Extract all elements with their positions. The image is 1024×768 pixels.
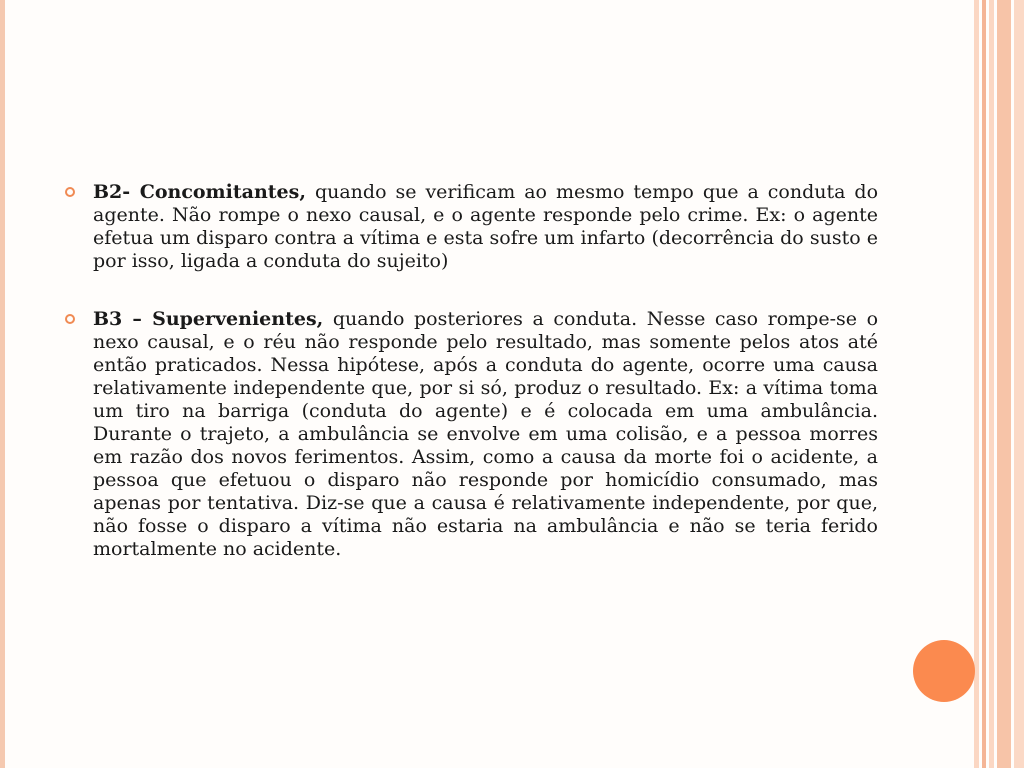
bullet-text: quando posteriores a conduta. Nesse caso rompe-se o nexo causal, e o réu não responde pelo resultado, mas somente pelos atos até então praticados. Nessa hipótese, após a conduta do agente, ocorre uma causa relativamente independente que, por si só, produz o resultado. Ex: a vítima toma um tiro na barriga (conduta do agente) e é colocada em uma ambulância. Durante o trajeto, a ambulância se envolve em uma colisão, e a pessoa morres em razão dos novos ferimentos. Assim, como a causa da morte foi o acidente, a pessoa que efetuou o disparo não responde por homicídio consumado, mas apenas por tentativa. Diz-se que a causa é relativamente independente, por que, não fosse o disparo a vítima não estaria na ambulância e não se teria ferido mortalmente no acidente.: [93, 308, 879, 560]
bullet-text: quando se verificam ao mesmo tempo que a conduta do agente. Não rompe o nexo causal, e o agente responde pelo crime. Ex: o agente efetua um disparo contra a vítima e esta sofre um infarto (decorrência do susto e por isso, ligada a conduta do sujeito): [93, 181, 879, 272]
stripe: [1014, 0, 1024, 768]
bullet-circle-icon: [65, 187, 75, 197]
bullet-item-b2: [64, 181, 878, 273]
bullet-circle-icon: [65, 314, 75, 324]
stripe: [997, 0, 1011, 768]
stripe: [974, 0, 979, 768]
orange-circle-decoration: [913, 640, 975, 702]
bullet-lead: B3 – Supervenientes,: [93, 308, 324, 330]
bullet-item-b3: [64, 308, 878, 561]
stripe: [982, 0, 986, 768]
left-border-decoration: [0, 0, 5, 768]
right-stripes-decoration: [974, 0, 1024, 768]
slide-content: [64, 181, 878, 596]
bullet-lead: B2- Concomitantes,: [93, 181, 306, 203]
stripe: [989, 0, 994, 768]
